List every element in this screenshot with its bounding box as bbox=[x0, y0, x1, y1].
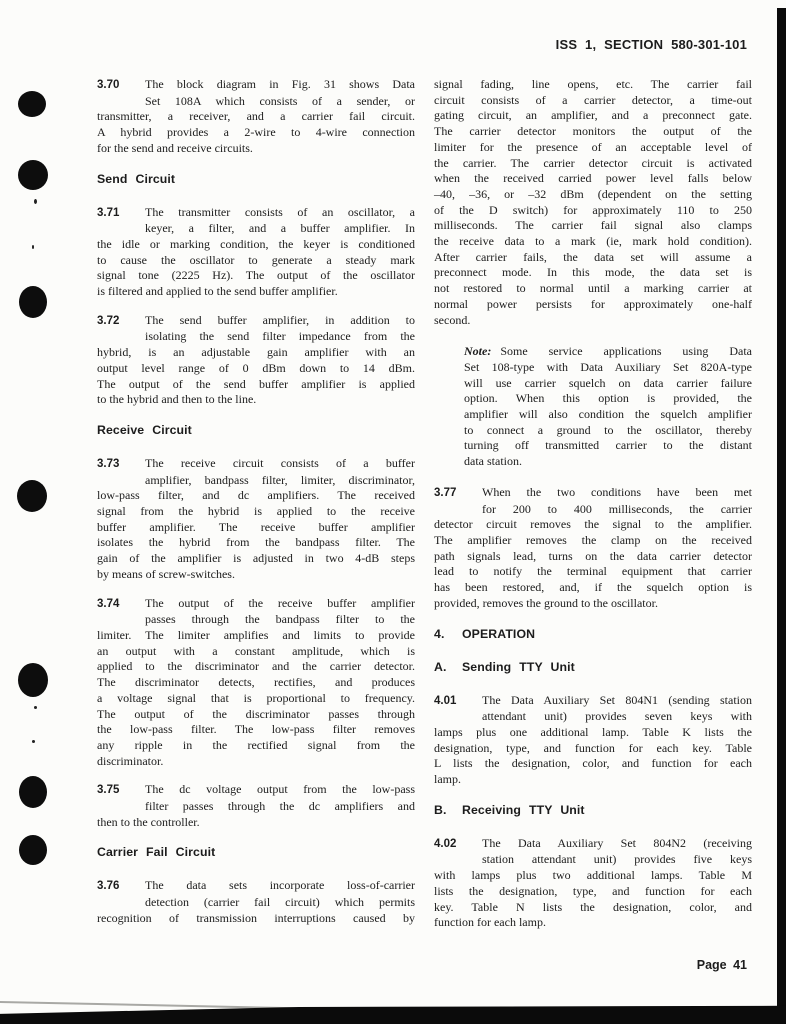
text-line bbox=[97, 284, 415, 300]
paragraph bbox=[97, 596, 415, 770]
text-line-content: when the received carried power level falls below bbox=[434, 171, 752, 186]
text-line bbox=[97, 141, 415, 157]
text-line bbox=[97, 535, 415, 551]
text-line-content: an output with a constant amplitude, which is bbox=[97, 643, 415, 658]
text-line-content: discriminator. bbox=[97, 753, 164, 768]
heading bbox=[97, 423, 415, 437]
text-line-content: isolating the send filter impedance from the bbox=[145, 329, 415, 344]
text-line-content: designation, type, and function for each key. Table bbox=[434, 740, 752, 755]
text-line bbox=[434, 836, 752, 853]
text-line-content: hybrid, is an adjustable gain amplifier with an bbox=[97, 345, 415, 360]
heading-text: OPERATION bbox=[462, 626, 536, 641]
text-line-content: signal from the hybrid is applied to the receive bbox=[97, 504, 415, 519]
text-line bbox=[97, 707, 415, 723]
text-line-content: to cause the oscillator to generate a steady mark bbox=[97, 252, 415, 267]
text-line bbox=[464, 344, 752, 360]
text-line bbox=[434, 596, 752, 612]
text-line bbox=[97, 738, 415, 754]
text-line-content: amplifier will also condition the squelch amplifier bbox=[464, 407, 752, 422]
text-line bbox=[464, 360, 752, 376]
text-line-content: The data sets incorporate loss-of-carrier bbox=[145, 878, 415, 893]
text-line bbox=[434, 250, 752, 266]
text-line bbox=[97, 77, 415, 94]
text-line-content: circuit consists of a carrier detector, a time-out bbox=[434, 92, 752, 107]
text-line bbox=[434, 900, 752, 916]
text-line-content: the idle or marking condition, the keyer is conditioned bbox=[97, 236, 415, 251]
text-line bbox=[464, 391, 752, 407]
page-footer bbox=[697, 958, 747, 972]
paragraph-number: 3.75 bbox=[97, 784, 120, 797]
text-line bbox=[97, 878, 415, 895]
text-line-content: amplifier, bandpass filter, limiter, discriminator, bbox=[145, 472, 415, 487]
text-line bbox=[97, 473, 415, 489]
text-line-content: turning off transmitted carrier to the distant bbox=[464, 438, 752, 453]
paragraph bbox=[434, 836, 752, 931]
text-line-content: path signals lead, turns on the data carrier detector bbox=[434, 548, 752, 563]
paragraph bbox=[97, 878, 415, 926]
text-line bbox=[434, 203, 752, 219]
paragraph-number: 3.74 bbox=[97, 597, 120, 610]
text-line bbox=[434, 156, 752, 172]
heading-text: Send Circuit bbox=[97, 171, 176, 186]
text-line-content: Some service applications using Data bbox=[500, 344, 752, 359]
text-line bbox=[97, 675, 415, 691]
text-line bbox=[97, 659, 415, 675]
text-line bbox=[97, 94, 415, 110]
paragraph bbox=[434, 77, 752, 328]
text-line-content: filter passes through the dc amplifiers and bbox=[145, 799, 415, 814]
punch-mark bbox=[18, 91, 46, 117]
text-line bbox=[97, 596, 415, 613]
text-line bbox=[97, 221, 415, 237]
text-line bbox=[97, 754, 415, 770]
text-line bbox=[97, 567, 415, 583]
text-line-content: the low-pass filter. The low-pass filter removes bbox=[97, 722, 415, 737]
paragraph bbox=[97, 77, 415, 157]
text-line-content: The transmitter consists of an oscillator, a bbox=[145, 204, 415, 219]
text-line-content: transmitter, a receiver, and a carrier fail circuit. bbox=[97, 109, 415, 124]
text-line-content: limiter. The limiter amplifies and limits to provide bbox=[97, 627, 415, 642]
text-line bbox=[434, 281, 752, 297]
punch-mark bbox=[18, 160, 48, 190]
punch-mark bbox=[19, 835, 47, 865]
paragraph bbox=[97, 205, 415, 300]
text-line-content: recognition of transmission interruptions caused by bbox=[97, 910, 415, 925]
text-line bbox=[97, 125, 415, 141]
paragraph bbox=[434, 693, 752, 788]
text-line-content: applied to the discriminator and the carrier detector. bbox=[97, 659, 415, 674]
text-line bbox=[97, 551, 415, 567]
text-line bbox=[97, 644, 415, 660]
heading-text: Receive Circuit bbox=[97, 422, 192, 437]
text-line-content: option. When this option is provided, the bbox=[464, 391, 752, 406]
text-line bbox=[434, 693, 752, 710]
text-line-content: station attendant unit) provides five keys bbox=[482, 852, 752, 867]
text-line-content: to the hybrid and then to the line. bbox=[97, 392, 257, 407]
text-line bbox=[97, 799, 415, 815]
text-line bbox=[97, 782, 415, 799]
text-line bbox=[434, 533, 752, 549]
heading-number: B. bbox=[434, 802, 447, 817]
heading bbox=[434, 803, 752, 817]
text-line bbox=[97, 488, 415, 504]
text-line-content: passes through the bandpass filter to the bbox=[145, 612, 415, 627]
text-line bbox=[434, 265, 752, 281]
text-line bbox=[434, 884, 752, 900]
text-line-content: isolates the hybrid from the bandpass filter. The bbox=[97, 535, 415, 550]
text-line-content: then to the controller. bbox=[97, 814, 200, 829]
text-line-content: a voltage signal that is proportional to frequency. bbox=[97, 690, 415, 705]
text-line-content: the receive data to a mark (ie, mark hold condition). bbox=[434, 234, 752, 249]
text-line-content: gain of the amplifier is adjusted in two 4-dB steps bbox=[97, 551, 415, 566]
text-line bbox=[434, 171, 752, 187]
text-line-content: attendant unit) provides seven keys with bbox=[482, 709, 752, 724]
paragraph-number: 3.77 bbox=[434, 486, 457, 499]
paragraph-number: 3.72 bbox=[97, 314, 120, 327]
text-line-content: The output of the discriminator passes through bbox=[97, 706, 415, 721]
text-line-content: normal power persists for approximately one-half bbox=[434, 296, 752, 311]
page-header bbox=[556, 36, 747, 54]
text-line-content: any ripple in the rectified signal from the bbox=[97, 737, 415, 752]
text-line-content: lead to notify the terminal equipment that carrier bbox=[434, 564, 752, 579]
text-line bbox=[97, 253, 415, 269]
text-line-content: The amplifier removes the clamp on the received bbox=[434, 532, 752, 547]
text-line-content: –40, –36, or –32 dBm (dependent on the setting bbox=[434, 186, 752, 201]
text-line bbox=[434, 868, 752, 884]
text-line-content: signal tone (2225 Hz). The output of the oscillator bbox=[97, 268, 415, 283]
text-line-content: When the two conditions have been met bbox=[482, 484, 752, 499]
text-line-content: provided, removes the ground to the oscillator. bbox=[434, 595, 658, 610]
text-line bbox=[97, 691, 415, 707]
text-line bbox=[97, 895, 415, 911]
text-line-content: After carrier fails, the data set will assume a bbox=[434, 249, 752, 264]
text-line-content: key. Table N lists the designation, color, and bbox=[434, 899, 752, 914]
text-line bbox=[434, 297, 752, 313]
text-line bbox=[97, 628, 415, 644]
text-line-content: second. bbox=[434, 312, 471, 327]
text-line-content: of the D switch) for approximately 110 to 250 bbox=[434, 202, 752, 217]
text-line-content: function for each lamp. bbox=[434, 915, 546, 930]
text-line bbox=[97, 329, 415, 345]
paragraph-number: 3.71 bbox=[97, 206, 120, 219]
text-line bbox=[464, 438, 752, 454]
text-line bbox=[464, 376, 752, 392]
note-paragraph bbox=[434, 344, 752, 470]
paragraph-number: 4.02 bbox=[434, 837, 457, 850]
paragraph bbox=[97, 313, 415, 408]
text-line-content: signal fading, line opens, etc. The carrier fail bbox=[434, 77, 752, 91]
text-line bbox=[434, 187, 752, 203]
text-line bbox=[97, 504, 415, 520]
text-line-content: Set 108A which consists of a sender, or bbox=[145, 93, 415, 108]
text-line bbox=[434, 564, 752, 580]
text-line-content: preconnect mode. In this mode, the data set is bbox=[434, 265, 752, 280]
heading bbox=[434, 627, 752, 641]
text-line-content: Set 108-type with Data Auxiliary Set 820A-type bbox=[464, 359, 752, 374]
ink-speck bbox=[32, 740, 35, 743]
ink-speck bbox=[34, 706, 37, 709]
text-line-content: A hybrid provides a 2-wire to 4-wire connection bbox=[97, 125, 415, 140]
text-line bbox=[464, 423, 752, 439]
punch-mark bbox=[17, 480, 47, 512]
text-line-content: The block diagram in Fig. 31 shows Data bbox=[145, 77, 415, 91]
text-line-content: The discriminator detects, rectifies, and produces bbox=[97, 675, 415, 690]
text-line bbox=[434, 108, 752, 124]
section-number-header: ISS 1, SECTION 580-301-101 bbox=[555, 37, 747, 52]
text-line-content: output level range of 0 dBm down to 14 dBm. bbox=[97, 360, 415, 375]
text-line-content: data station. bbox=[464, 454, 522, 469]
text-line bbox=[434, 772, 752, 788]
text-line-content: for the send and receive circuits. bbox=[97, 140, 253, 155]
text-line-content: The dc voltage output from the low-pass bbox=[145, 782, 415, 797]
text-line-content: low-pass filter, and dc amplifiers. The received bbox=[97, 488, 415, 503]
ink-speck bbox=[34, 199, 37, 204]
text-line-content: will use carrier squelch on data carrier failure bbox=[464, 375, 752, 390]
content-columns bbox=[97, 77, 752, 944]
text-line bbox=[97, 520, 415, 536]
heading-text: Receiving TTY Unit bbox=[462, 802, 585, 817]
text-line-content: detection (carrier fail circuit) which permits bbox=[145, 895, 415, 910]
text-line-content: detector circuit removes the signal to the amplifier. bbox=[434, 517, 752, 532]
text-line-content: not restored to normal until a marking carrier at bbox=[434, 281, 752, 296]
paragraph-number: 3.70 bbox=[97, 79, 120, 91]
text-line-content: The Data Auxiliary Set 804N1 (sending station bbox=[482, 692, 752, 707]
text-line bbox=[434, 741, 752, 757]
text-line bbox=[464, 407, 752, 423]
paragraph-number: 3.76 bbox=[97, 880, 120, 893]
text-line bbox=[434, 502, 752, 518]
text-line bbox=[97, 392, 415, 408]
text-line bbox=[434, 140, 752, 156]
text-line-content: L lists the designation, color, and function for each bbox=[434, 756, 752, 771]
text-line bbox=[97, 361, 415, 377]
text-line bbox=[434, 313, 752, 329]
scan-edge-right bbox=[777, 8, 786, 1024]
text-line-content: to connect a ground to the oscillator, thereby bbox=[464, 422, 752, 437]
page-number: Page 41 bbox=[696, 958, 747, 972]
text-line bbox=[434, 93, 752, 109]
text-line-content: The output of the send buffer amplifier is applied bbox=[97, 376, 415, 391]
text-line bbox=[464, 454, 752, 470]
text-line bbox=[434, 234, 752, 250]
paragraph bbox=[434, 485, 752, 612]
text-line-content: lamps plus one additional lamp. Table K lists the bbox=[434, 724, 752, 739]
text-line-content: limiter for the presence of an acceptable level of bbox=[434, 139, 752, 154]
text-line bbox=[97, 612, 415, 628]
paragraph-number: 3.73 bbox=[97, 457, 120, 470]
heading-number: A. bbox=[434, 659, 447, 674]
text-line bbox=[434, 77, 752, 93]
text-line bbox=[434, 852, 752, 868]
text-line-content: The send buffer amplifier, in addition to bbox=[145, 312, 415, 327]
text-line-content: buffer amplifier. The receive buffer amplifier bbox=[97, 519, 415, 534]
text-line bbox=[97, 377, 415, 393]
heading-text: Sending TTY Unit bbox=[462, 659, 575, 674]
paragraph bbox=[97, 456, 415, 583]
text-line bbox=[97, 911, 415, 927]
text-line bbox=[97, 237, 415, 253]
text-line bbox=[97, 456, 415, 473]
text-line-content: has been restored, and, if the squelch option is bbox=[434, 580, 752, 595]
text-line bbox=[434, 218, 752, 234]
text-line bbox=[434, 517, 752, 533]
text-line-content: with lamps plus two additional lamps. Table M bbox=[434, 868, 752, 883]
punch-mark bbox=[19, 776, 47, 808]
text-line-content: by means of screw-switches. bbox=[97, 566, 235, 581]
punch-mark bbox=[18, 663, 48, 697]
ink-speck bbox=[32, 245, 34, 249]
text-line-content: The receive circuit consists of a buffer bbox=[145, 455, 415, 470]
text-line bbox=[434, 915, 752, 931]
text-line bbox=[434, 549, 752, 565]
text-line bbox=[97, 268, 415, 284]
text-line-content: for 200 to 400 milliseconds, the carrier bbox=[482, 501, 752, 516]
text-line bbox=[97, 109, 415, 125]
left-column bbox=[97, 77, 415, 944]
text-line-content: The Data Auxiliary Set 804N2 (receiving bbox=[482, 835, 752, 850]
text-line-content: the carrier. The carrier detector circuit is activated bbox=[434, 155, 752, 170]
text-line-content: lists the designation, type, and function for each bbox=[434, 883, 752, 898]
text-line-content: The carrier detector monitors the output of the bbox=[434, 124, 752, 139]
text-line bbox=[97, 345, 415, 361]
heading bbox=[97, 172, 415, 186]
paragraph bbox=[97, 782, 415, 830]
text-line bbox=[97, 815, 415, 831]
heading-number: 4. bbox=[434, 626, 445, 641]
text-line-content: keyer, a filter, and a buffer amplifier. In bbox=[145, 221, 415, 236]
text-line-content: The output of the receive buffer amplifier bbox=[145, 595, 415, 610]
text-line bbox=[434, 709, 752, 725]
paragraph-number: 4.01 bbox=[434, 694, 457, 707]
text-line-content: milliseconds. The carrier fail signal also clamps bbox=[434, 218, 752, 233]
text-line-content: lamp. bbox=[434, 772, 461, 787]
punch-mark bbox=[19, 286, 47, 318]
text-line bbox=[97, 722, 415, 738]
heading-text: Carrier Fail Circuit bbox=[97, 845, 216, 860]
right-column bbox=[434, 77, 752, 944]
text-line-content: gating circuit, an amplifier, and a preconnect gate. bbox=[434, 108, 752, 123]
text-line bbox=[434, 485, 752, 502]
text-line bbox=[434, 725, 752, 741]
text-line bbox=[434, 580, 752, 596]
text-line bbox=[97, 313, 415, 330]
note-label: Note: bbox=[464, 344, 492, 359]
text-line bbox=[97, 205, 415, 222]
text-line bbox=[434, 124, 752, 140]
heading bbox=[434, 660, 752, 674]
text-line-content: is filtered and applied to the send buffer amplifier. bbox=[97, 284, 338, 299]
heading bbox=[97, 845, 415, 859]
text-line bbox=[434, 756, 752, 772]
